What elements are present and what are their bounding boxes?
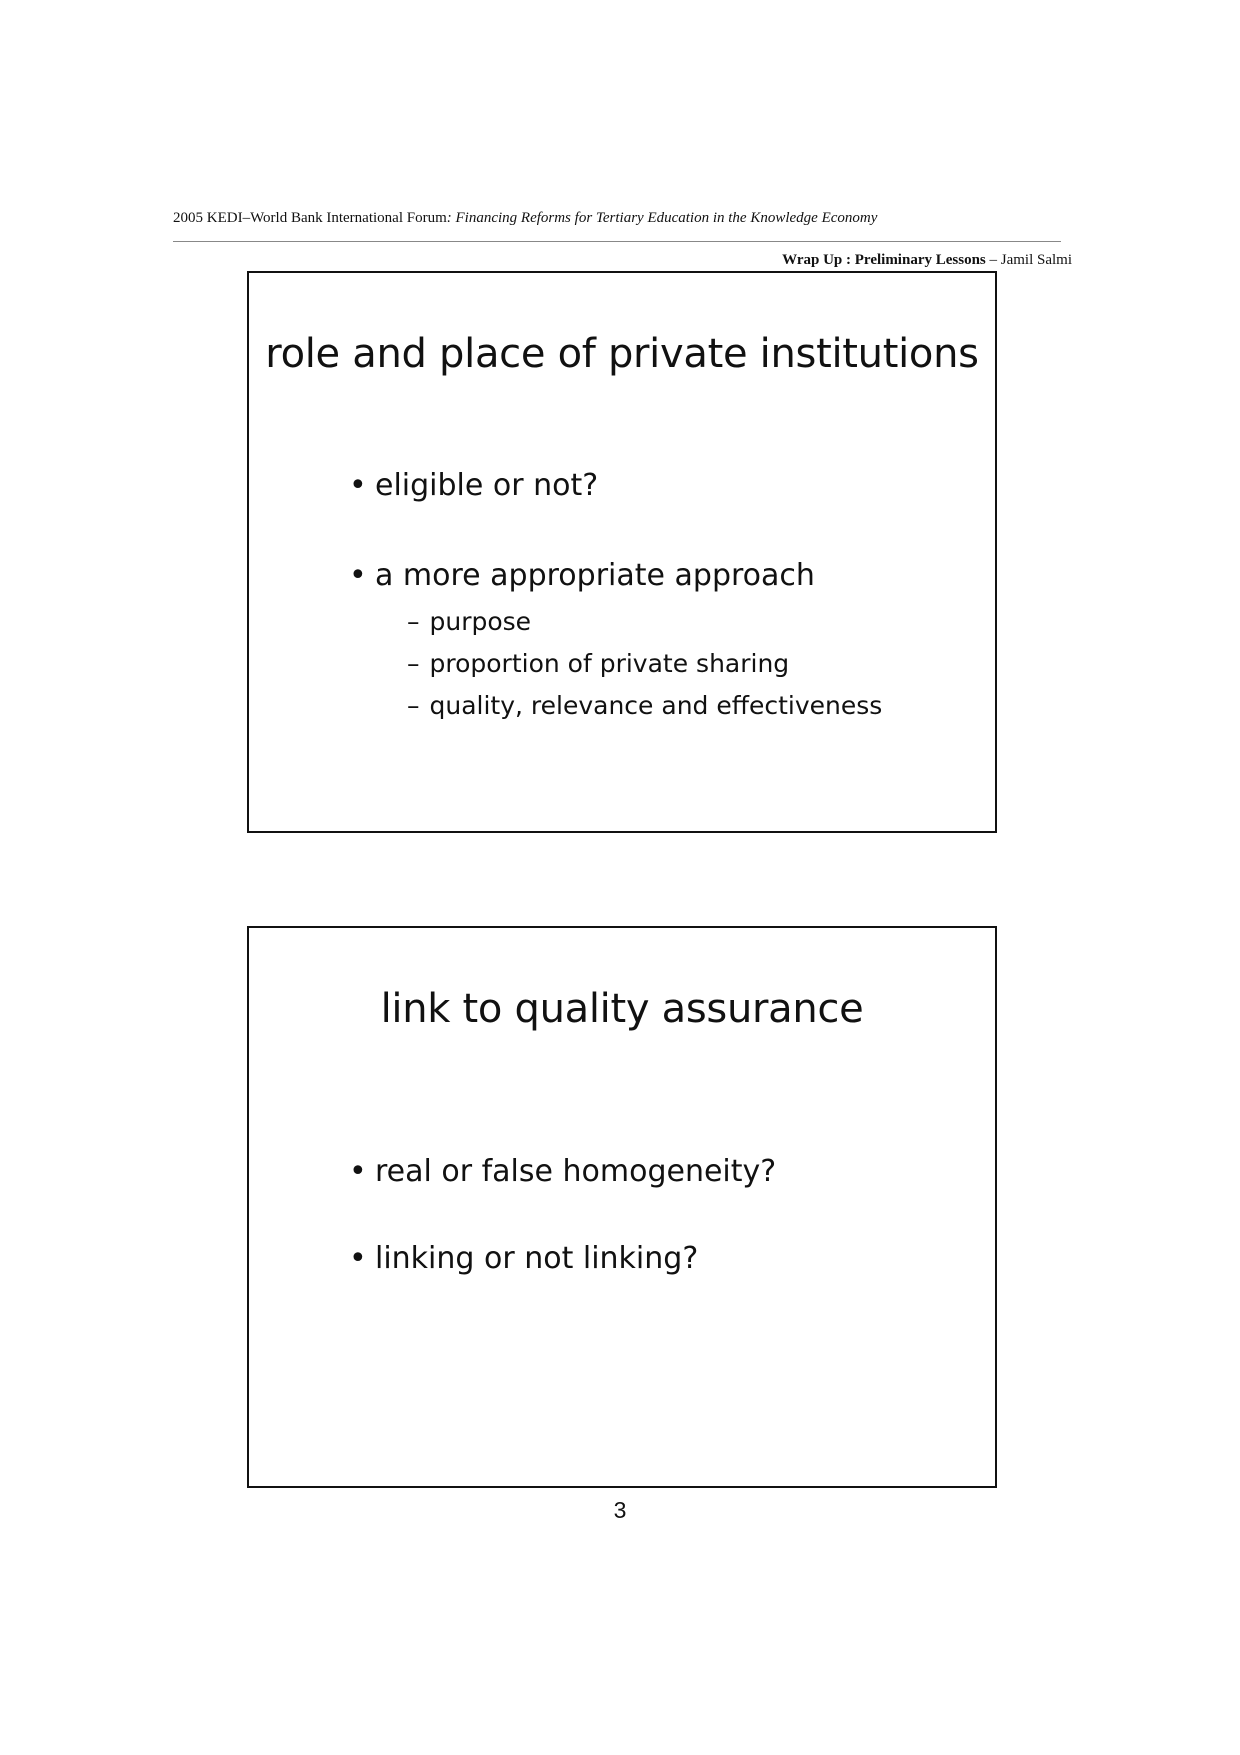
- bullet-text: a more appropriate approach: [375, 558, 815, 593]
- author: – Jamil Salmi: [985, 252, 1072, 268]
- bullet-icon: •: [349, 1154, 367, 1189]
- bullet-text: linking or not linking?: [375, 1241, 699, 1276]
- section-title: Wrap Up : Preliminary Lessons: [782, 252, 986, 268]
- page-number: 3: [613, 1497, 627, 1523]
- slide-1-bullets: [349, 468, 882, 727]
- dash-icon: –: [407, 607, 420, 636]
- dash-icon: –: [407, 691, 420, 720]
- slide-2: [247, 926, 997, 1488]
- slide-2-title: link to quality assurance: [380, 986, 864, 1032]
- sub-bullet-text: quality, relevance and effectiveness: [429, 691, 883, 720]
- document-subheader: [782, 252, 1072, 269]
- dash-icon: –: [407, 649, 420, 678]
- bullet-item: [349, 1154, 776, 1189]
- sub-bullet-item: [407, 685, 882, 727]
- document-header: [173, 210, 1073, 227]
- sub-bullet-text: proportion of private sharing: [429, 649, 790, 678]
- slide-1-title: role and place of private institutions: [265, 331, 979, 377]
- sub-bullet-item: [407, 601, 882, 643]
- sub-bullets: [407, 601, 882, 727]
- bullet-item: [349, 468, 882, 503]
- slide-2-bullets: [349, 1154, 776, 1276]
- bullet-text: real or false homogeneity?: [375, 1154, 777, 1189]
- forum-title: : Financing Reforms for Tertiary Education in the Knowledge Economy: [446, 210, 878, 226]
- bullet-text: eligible or not?: [375, 468, 599, 503]
- header-rule: [173, 241, 1061, 242]
- bullet-icon: •: [349, 468, 367, 503]
- sub-bullet-item: [407, 643, 882, 685]
- bullet-icon: •: [349, 558, 367, 593]
- slide-1: [247, 271, 997, 833]
- bullet-item: [349, 1241, 776, 1276]
- sub-bullet-text: purpose: [429, 607, 532, 636]
- bullet-item: [349, 558, 882, 727]
- bullet-icon: •: [349, 1241, 367, 1276]
- forum-name: 2005 KEDI–World Bank International Forum: [173, 210, 447, 226]
